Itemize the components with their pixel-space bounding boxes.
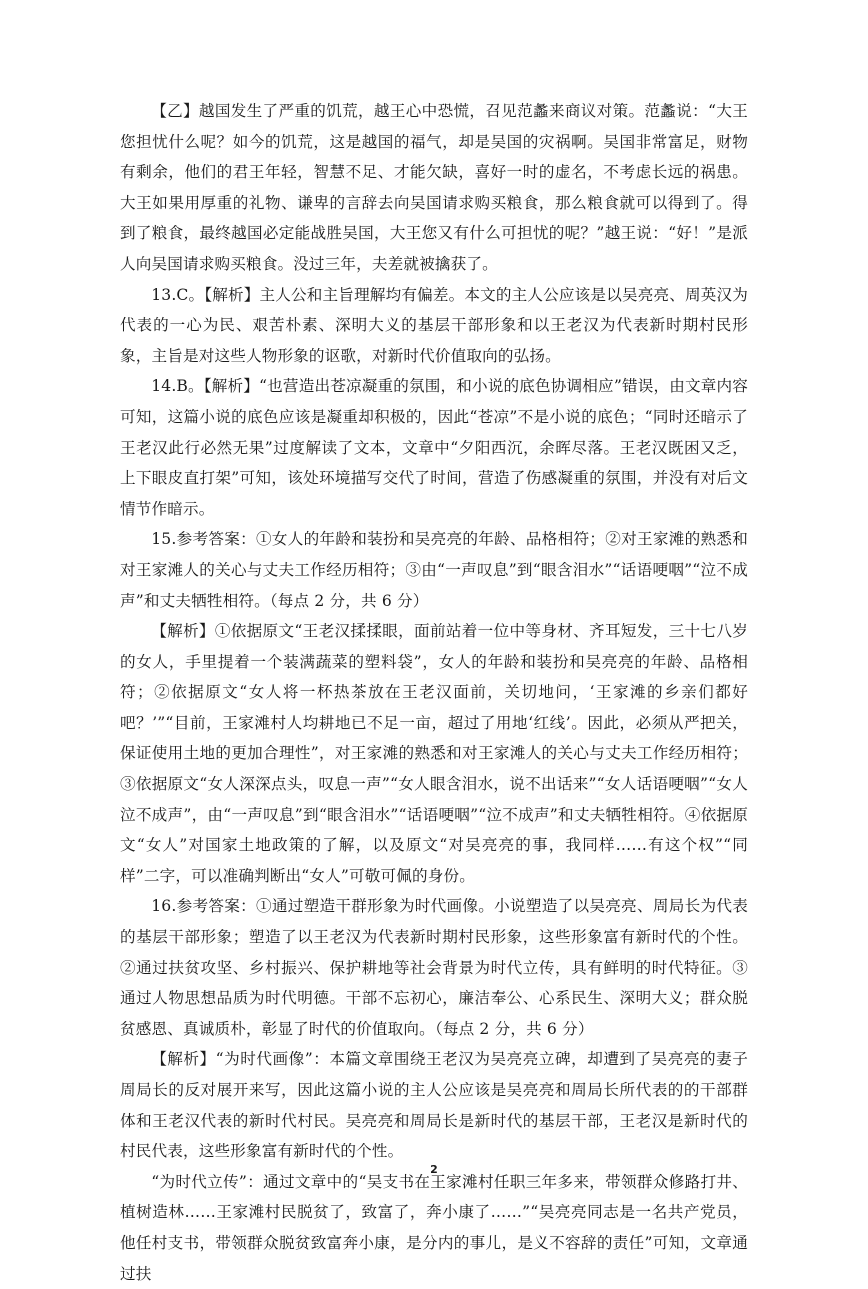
paragraph-yi-translation: 【乙】越国发生了严重的饥荒，越王心中恐慌，召见范蠡来商议对策。范蠡说：“大王您担忧什么呢？如今的饥荒，这是越国的福气，却是吴国的灾祸啊。吴国非常富足，财物有剩余，他们的君王年轻，智慧不足、才能欠缺，喜好一时的虚名，不考虑长远的祸患。大王如果用厚重的礼物、谦卑的言辞去向吴国请求购买粮食，那么粮食就可以得到了。得到了粮食，最终越国必定能战胜吴国，大王您又有什么可担忧的呢？”越王说：“好！”是派人向吴国请求购买粮食。没过三年，夫差就被擒获了。 [120, 102, 748, 273]
paragraph-answer-16: 16.参考答案：①通过塑造干群形象为时代画像。小说塑造了以吴亮亮、周局长为代表的基层干部形象；塑造了以王老汉为代表新时期村民形象，这些形象富有新时代的个性。②通过扶贫攻坚、乡村振兴、保护耕地等社会背景为时代立传，具有鲜明的时代特征。③通过人物思想品质为时代明德。干部不忘初心，廉洁奉公、心系民生、深明大义；群众脱贫感恩、真诚质朴，彰显了时代的价值取向。（每点 2 分，共 6 分） [120, 897, 748, 1038]
paragraph-analysis-16-biography: “为时代立传”：通过文章中的“吴支书在王家滩村任职三年多来，带领群众修路打井、植树造林……王家滩村民脱贫了，致富了，奔小康了……”“吴亮亮同志是一名共产党员，他任村支书，带领群众脱贫致富奔小康，是分内的事儿，是义不容辞的责任”可知，文章通过扶 [120, 1172, 748, 1283]
paragraph-answer-15: 15.参考答案：①女人的年龄和装扮和吴亮亮的年龄、品格相符；②对王家滩的熟悉和对王家滩人的关心与丈夫工作经历相符；③由“一声叹息”到“眼含泪水”“话语哽咽”“泣不成声”和丈夫牺牲相符。（每点 2 分，共 6 分） [120, 530, 748, 610]
page-number: 2 [430, 1163, 438, 1176]
paragraph-answer-14: 14.B。【解析】“也营造出苍凉凝重的氛围，和小说的底色协调相应”错误，由文章内容可知，这篇小说的底色应该是凝重却积极的，因此“苍凉”不是小说的底色；“同时还暗示了王老汉此行必然无果”过度解读了文本，文章中“夕阳西沉，余晖尽落。王老汉既困又乏，上下眼皮直打架”可知，该处环境描写交代了时间，营造了伤感凝重的氛围，并没有对后文情节作暗示。 [120, 377, 748, 518]
paragraph-answer-13: 13.C。【解析】主人公和主旨理解均有偏差。本文的主人公应该是以吴亮亮、周英汉为代表的一心为民、艰苦朴素、深明大义的基层干部形象和以王老汉为代表新时期村民形象，主旨是对这些人物形象的讴歌，对新时代价值取向的弘扬。 [120, 285, 748, 365]
document-body [120, 96, 748, 1289]
paragraph-analysis-15: 【解析】①依据原文“王老汉揉揉眼，面前站着一位中等身材、齐耳短发，三十七八岁的女人，手里提着一个装满蔬菜的塑料袋”，女人的年龄和装扮和吴亮亮的年龄、品格相符；②依据原文“女人将一杯热茶放在王老汉面前，关切地问，‘王家滩的乡亲们都好吧？’”“目前，王家滩村人均耕地已不足一亩，超过了用地‘红线’。因此，必须从严把关，保证使用土地的更加合理性”，对王家滩的熟悉和对王家滩人的关心与丈夫工作经历相符；③依据原文“女人深深点头，叹息一声”“女人眼含泪水，说不出话来”“女人话语哽咽”“女人泣不成声”，由“一声叹息”到“眼含泪水”“话语哽咽”“泣不成声”和丈夫牺牲相符。④依据原文“女人”对国家土地政策的了解，以及原文“对吴亮亮的事，我同样……有这个权”“同样”二字，可以准确判断出“女人”可敬可佩的身份。 [120, 622, 748, 885]
paragraph-analysis-16-portrait: 【解析】“为时代画像”：本篇文章围绕王老汉为吴亮亮立碑，却遭到了吴亮亮的妻子周局长的反对展开来写，因此这篇小说的主人公应该是吴亮亮和周局长所代表的的干部群体和王老汉代表的新时代村民。吴亮亮和周局长是新时代的基层干部，王老汉是新时代的村民代表，这些形象富有新时代的个性。 [120, 1050, 748, 1161]
